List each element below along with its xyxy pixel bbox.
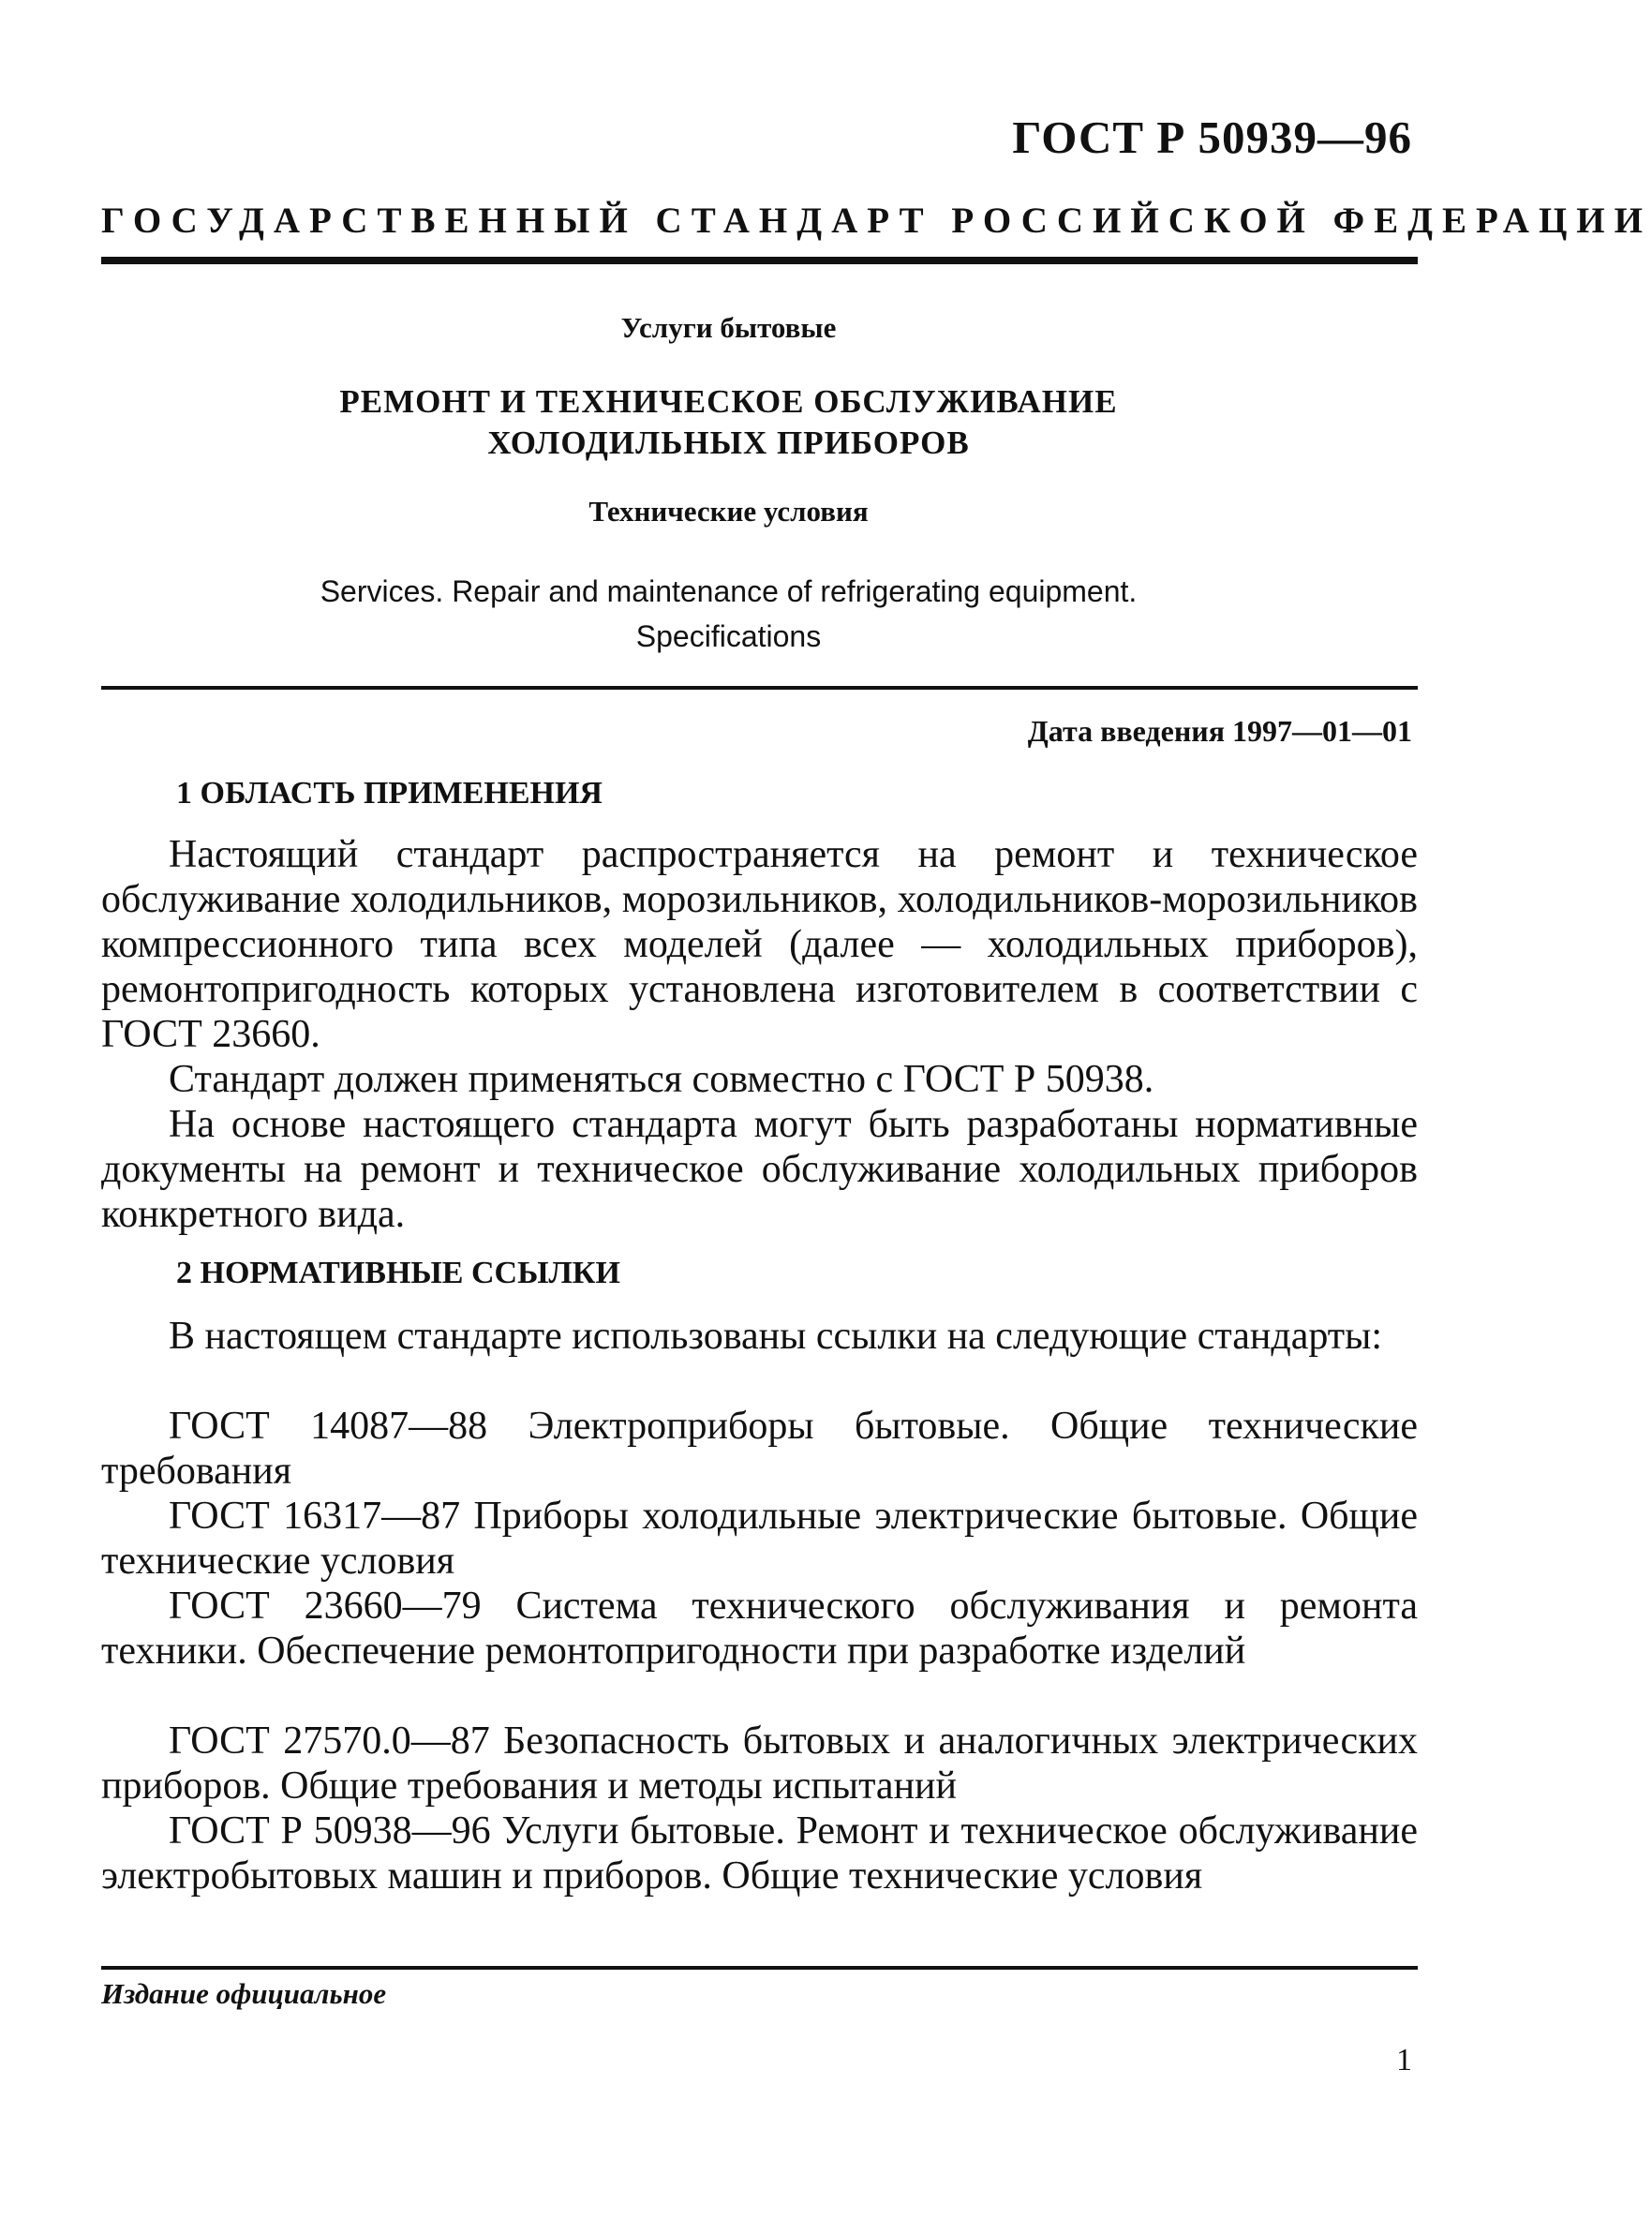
- english-title: [0, 569, 1457, 659]
- section-1-paragraph-1: Настоящий стандарт распространяется на ремонт и техническое обслуживание холодильников, морозильников, холодильников-морозильников компрессионного типа всех моделей (далее — холодильных приборов), ремонтопригодность которых установлена изготовителем в соответствии с ГОСТ 23660.: [101, 833, 1418, 1056]
- reference-item: ГОСТ 14087—88 Электроприборы бытовые. Общие технические требования: [101, 1405, 1418, 1493]
- section-2-intro: В настоящем стандарте использованы ссылки на следующие стандарты:: [169, 1315, 1383, 1358]
- document-code: ГОСТ Р 50939—96: [1012, 112, 1412, 163]
- document-subtitle: Технические условия: [588, 495, 869, 528]
- english-line-1: Services. Repair and maintenance of refrigerating equipment.: [320, 574, 1138, 608]
- introduction-date: Дата введения 1997—01—01: [1027, 714, 1412, 748]
- title-rule: [101, 686, 1418, 690]
- reference-item: ГОСТ Р 50938—96 Услуги бытовые. Ремонт и техническое обслуживание электробытовых машин и приборов. Общие технические условия: [101, 1809, 1418, 1898]
- state-standard-title: ГОСУДАРСТВЕННЫЙ СТАНДАРТ РОССИЙСКОЙ ФЕДЕРАЦИИ: [101, 201, 1652, 241]
- reference-item: ГОСТ 27570.0—87 Безопасность бытовых и аналогичных электрических приборов. Общие требования и методы испытаний: [101, 1719, 1418, 1808]
- english-line-2: Specifications: [635, 619, 822, 653]
- reference-item: ГОСТ 16317—87 Приборы холодильные электрические бытовые. Общие технические условия: [101, 1495, 1418, 1583]
- header-rule: [101, 257, 1418, 264]
- title-line-2: ХОЛОДИЛЬНЫХ ПРИБОРОВ: [487, 424, 970, 461]
- official-edition-label: Издание официальное: [101, 1977, 387, 2010]
- section-1-paragraph-2: Стандарт должен применяться совместно с ГОСТ Р 50938.: [169, 1058, 1154, 1101]
- footer-rule: [101, 1966, 1418, 1970]
- section-2-heading: 2 НОРМАТИВНЫЕ ССЫЛКИ: [176, 1256, 620, 1290]
- reference-item: ГОСТ 23660—79 Система технического обслуживания и ремонта техники. Обеспечение ремонтопригодности при разработке изделий: [101, 1585, 1418, 1673]
- document-title: [0, 381, 1457, 464]
- page-number: 1: [1396, 2043, 1412, 2077]
- section-1-heading: 1 ОБЛАСТЬ ПРИМЕНЕНИЯ: [176, 776, 603, 811]
- title-line-1: РЕМОНТ И ТЕХНИЧЕСКОЕ ОБСЛУЖИВАНИЕ: [339, 383, 1118, 420]
- section-1-paragraph-3: На основе настоящего стандарта могут быть разработаны нормативные документы на ремонт и техническое обслуживание холодильных приборов конкретного вида.: [101, 1103, 1418, 1236]
- category-label: Услуги бытовые: [620, 311, 837, 344]
